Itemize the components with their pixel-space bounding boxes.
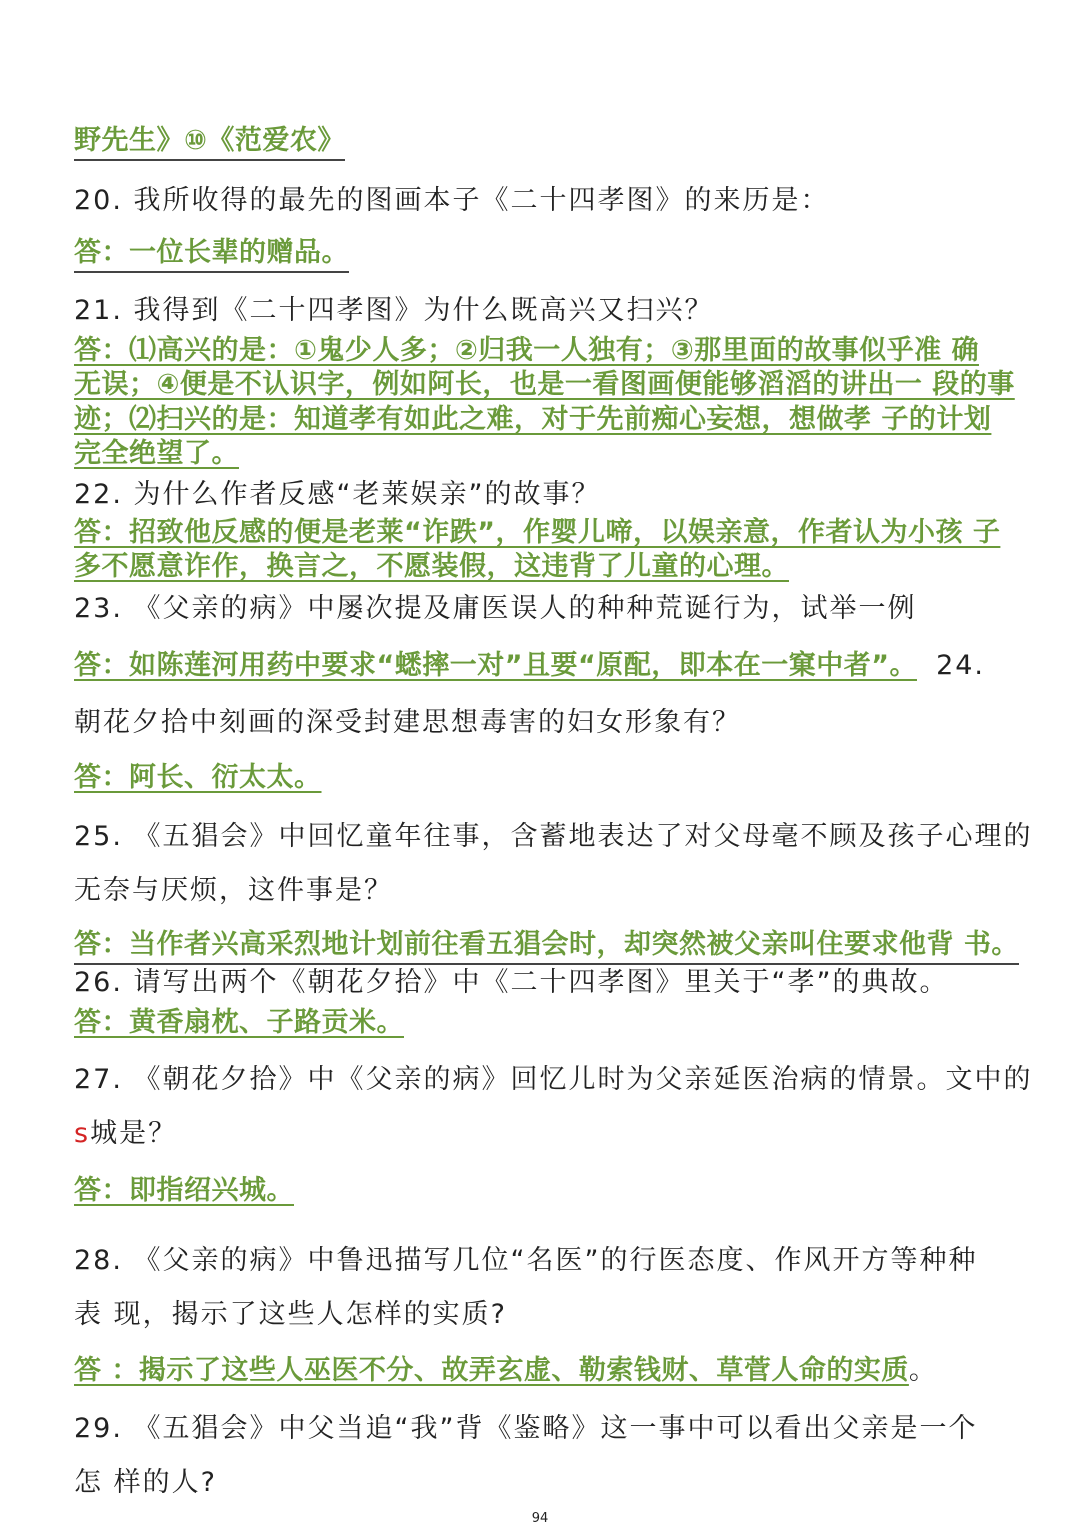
answer-text: 答：一位长辈的赠品。 (74, 230, 349, 273)
question-23: 23. 《父亲的病》中屡次提及庸医误人的种种荒诞行为，试举一例 (74, 593, 917, 624)
answer-24: 答：阿长、衍太太。 (74, 762, 322, 793)
question-28-line-2: 表 现，揭示了这些人怎样的实质? (74, 1299, 507, 1330)
answer-21-line-2: 无误；④便是不认识字，例如阿长，也是一看图画便能够滔滔的讲出一 段的事 (74, 369, 1015, 400)
s-letter: s (74, 1118, 91, 1149)
answer-26: 答：黄香扇枕、子路贡米。 (74, 1007, 404, 1038)
question-24-number: 24. (936, 650, 986, 681)
answer-22-line-1: 答：招致他反感的便是老莱“诈跌”，作婴儿啼，以娱亲意，作者认为小孩 子 (74, 517, 1001, 548)
question-27-line-1: 27. 《朝花夕拾》中《父亲的病》回忆儿时为父亲延医治病的情景。文中的 (74, 1064, 1033, 1095)
question-26: 26. 请写出两个《朝花夕拾》中《二十四孝图》里关于“孝”的典故。 (74, 967, 949, 998)
page-number: 94 (531, 1511, 549, 1526)
answer-21-line-1: 答：⑴高兴的是：①鬼少人多；②归我一人独有；③那里面的故事似乎准 确 (74, 335, 979, 366)
answer-22-line-2: 多不愿意诈作，换言之，不愿装假，这违背了儿童的心理。 (74, 551, 789, 582)
answer-28: 答 ：揭示了这些人巫医不分、故弄玄虚、勒索钱财、草菅人命的实质 (74, 1355, 909, 1386)
question-25-line-1: 25. 《五猖会》中回忆童年往事，含蓄地表达了对父母毫不顾及孩子心理的 (74, 821, 1033, 852)
answer-27: 答：即指绍兴城。 (74, 1175, 294, 1206)
answer-line (74, 118, 345, 161)
answer-28-line (74, 1348, 938, 1387)
answer-20 (74, 230, 349, 273)
question-29-line-2: 怎 样的人? (74, 1467, 217, 1498)
question-27-text: 城是？ (90, 1118, 178, 1149)
answer-25 (74, 922, 1019, 965)
answer-21-line-4: 完全绝望了。 (74, 438, 239, 469)
answer-21-line-3: 迹；⑵扫兴的是：知道孝有如此之难，对于先前痴心妄想，想做孝 子的计划 (74, 404, 992, 435)
question-27-line-2 (74, 1111, 177, 1150)
answer-text: 答：当作者兴高采烈地计划前往看五猖会时，却突然被父亲叫住要求他背 书。 (74, 922, 1019, 965)
question-20: 20. 我所收得的最先的图画本子《二十四孝图》的来历是： (74, 185, 830, 216)
question-24: 朝花夕拾中刻画的深受封建思想毒害的妇女形象有？ (74, 707, 741, 738)
answer-23: 答：如陈莲河用药中要求“蟋摔一对”且要“原配，即本在一窠中者”。 (74, 650, 917, 681)
answer-23-line (74, 643, 985, 682)
answer-28-period: 。 (908, 1355, 938, 1386)
answer-text: 野先生》⑩《范爱农》 (74, 118, 345, 161)
question-21: 21. 我得到《二十四孝图》为什么既高兴又扫兴？ (74, 295, 714, 326)
question-25-line-2: 无奈与厌烦，这件事是？ (74, 875, 393, 906)
question-28-line-1: 28. 《父亲的病》中鲁迅描写几位“名医”的行医态度、作风开方等种种 (74, 1245, 978, 1276)
question-29-line-1: 29. 《五猖会》中父当追“我”背《鉴略》这一事中可以看出父亲是一个 (74, 1413, 978, 1444)
question-22: 22. 为什么作者反感“老莱娱亲”的故事？ (74, 479, 601, 510)
